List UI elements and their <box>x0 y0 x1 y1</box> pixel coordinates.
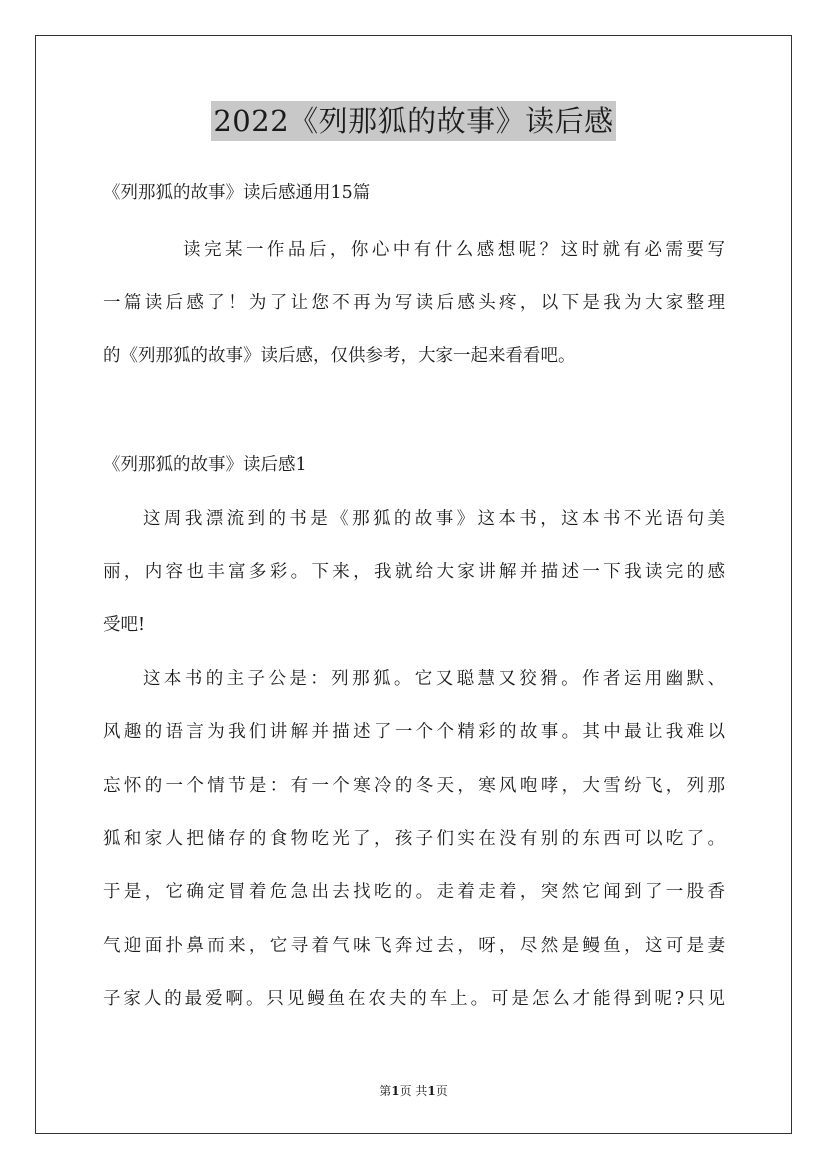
intro-line: 一篇读后感了！为了让您不再为写读后感头疼，以下是我为大家整理 <box>103 293 725 313</box>
paragraph-line: 受吧! <box>103 615 146 635</box>
intro-line: 的《列那狐的故事》读后感，仅供参考，大家一起来看看吧。 <box>103 346 576 366</box>
intro-line: 读完某一作品后，你心中有什么感想呢？这时就有必需要写 <box>183 240 725 260</box>
footer-page-prefix: 第 <box>379 1084 392 1098</box>
page-footer <box>0 1083 827 1099</box>
footer-page-mid: 页 共 <box>399 1084 428 1098</box>
paragraph-line: 子家人的最爱啊。只见鳗鱼在农夫的车上。可是怎么才能得到呢?只见 <box>103 989 725 1009</box>
document-title: 2022《列那狐的故事》读后感 <box>211 101 615 141</box>
paragraph-line: 这本书的主子公是：列那狐。它又聪慧又狡猾。作者运用幽默、 <box>143 669 725 689</box>
section-heading: 《列那狐的故事》读后感1 <box>103 455 307 475</box>
title-container <box>0 101 827 141</box>
footer-page-current: 1 <box>391 1084 400 1098</box>
footer-page-total: 1 <box>427 1084 436 1098</box>
paragraph-line: 这周我漂流到的书是《那狐的故事》这本书，这本书不光语句美 <box>143 509 725 529</box>
paragraph-line: 丽，内容也丰富多彩。下来，我就给大家讲解并描述一下我读完的感 <box>103 562 725 582</box>
footer-page-suffix: 页 <box>435 1084 448 1098</box>
paragraph-line: 狐和家人把储存的食物吃光了，孩子们实在没有别的东西可以吃了。 <box>103 829 725 849</box>
paragraph-line: 忘怀的一个情节是：有一个寒冷的冬天，寒风咆哮，大雪纷飞，列那 <box>103 776 725 796</box>
document-subtitle: 《列那狐的故事》读后感通用15篇 <box>103 183 371 203</box>
paragraph-line: 气迎面扑鼻而来，它寻着气味飞奔过去，呀，尽然是鳗鱼，这可是妻 <box>103 936 725 956</box>
paragraph-line: 风趣的语言为我们讲解并描述了一个个精彩的故事。其中最让我难以 <box>103 722 725 742</box>
paragraph-line: 于是，它确定冒着危急出去找吃的。走着走着，突然它闻到了一股香 <box>103 882 725 902</box>
